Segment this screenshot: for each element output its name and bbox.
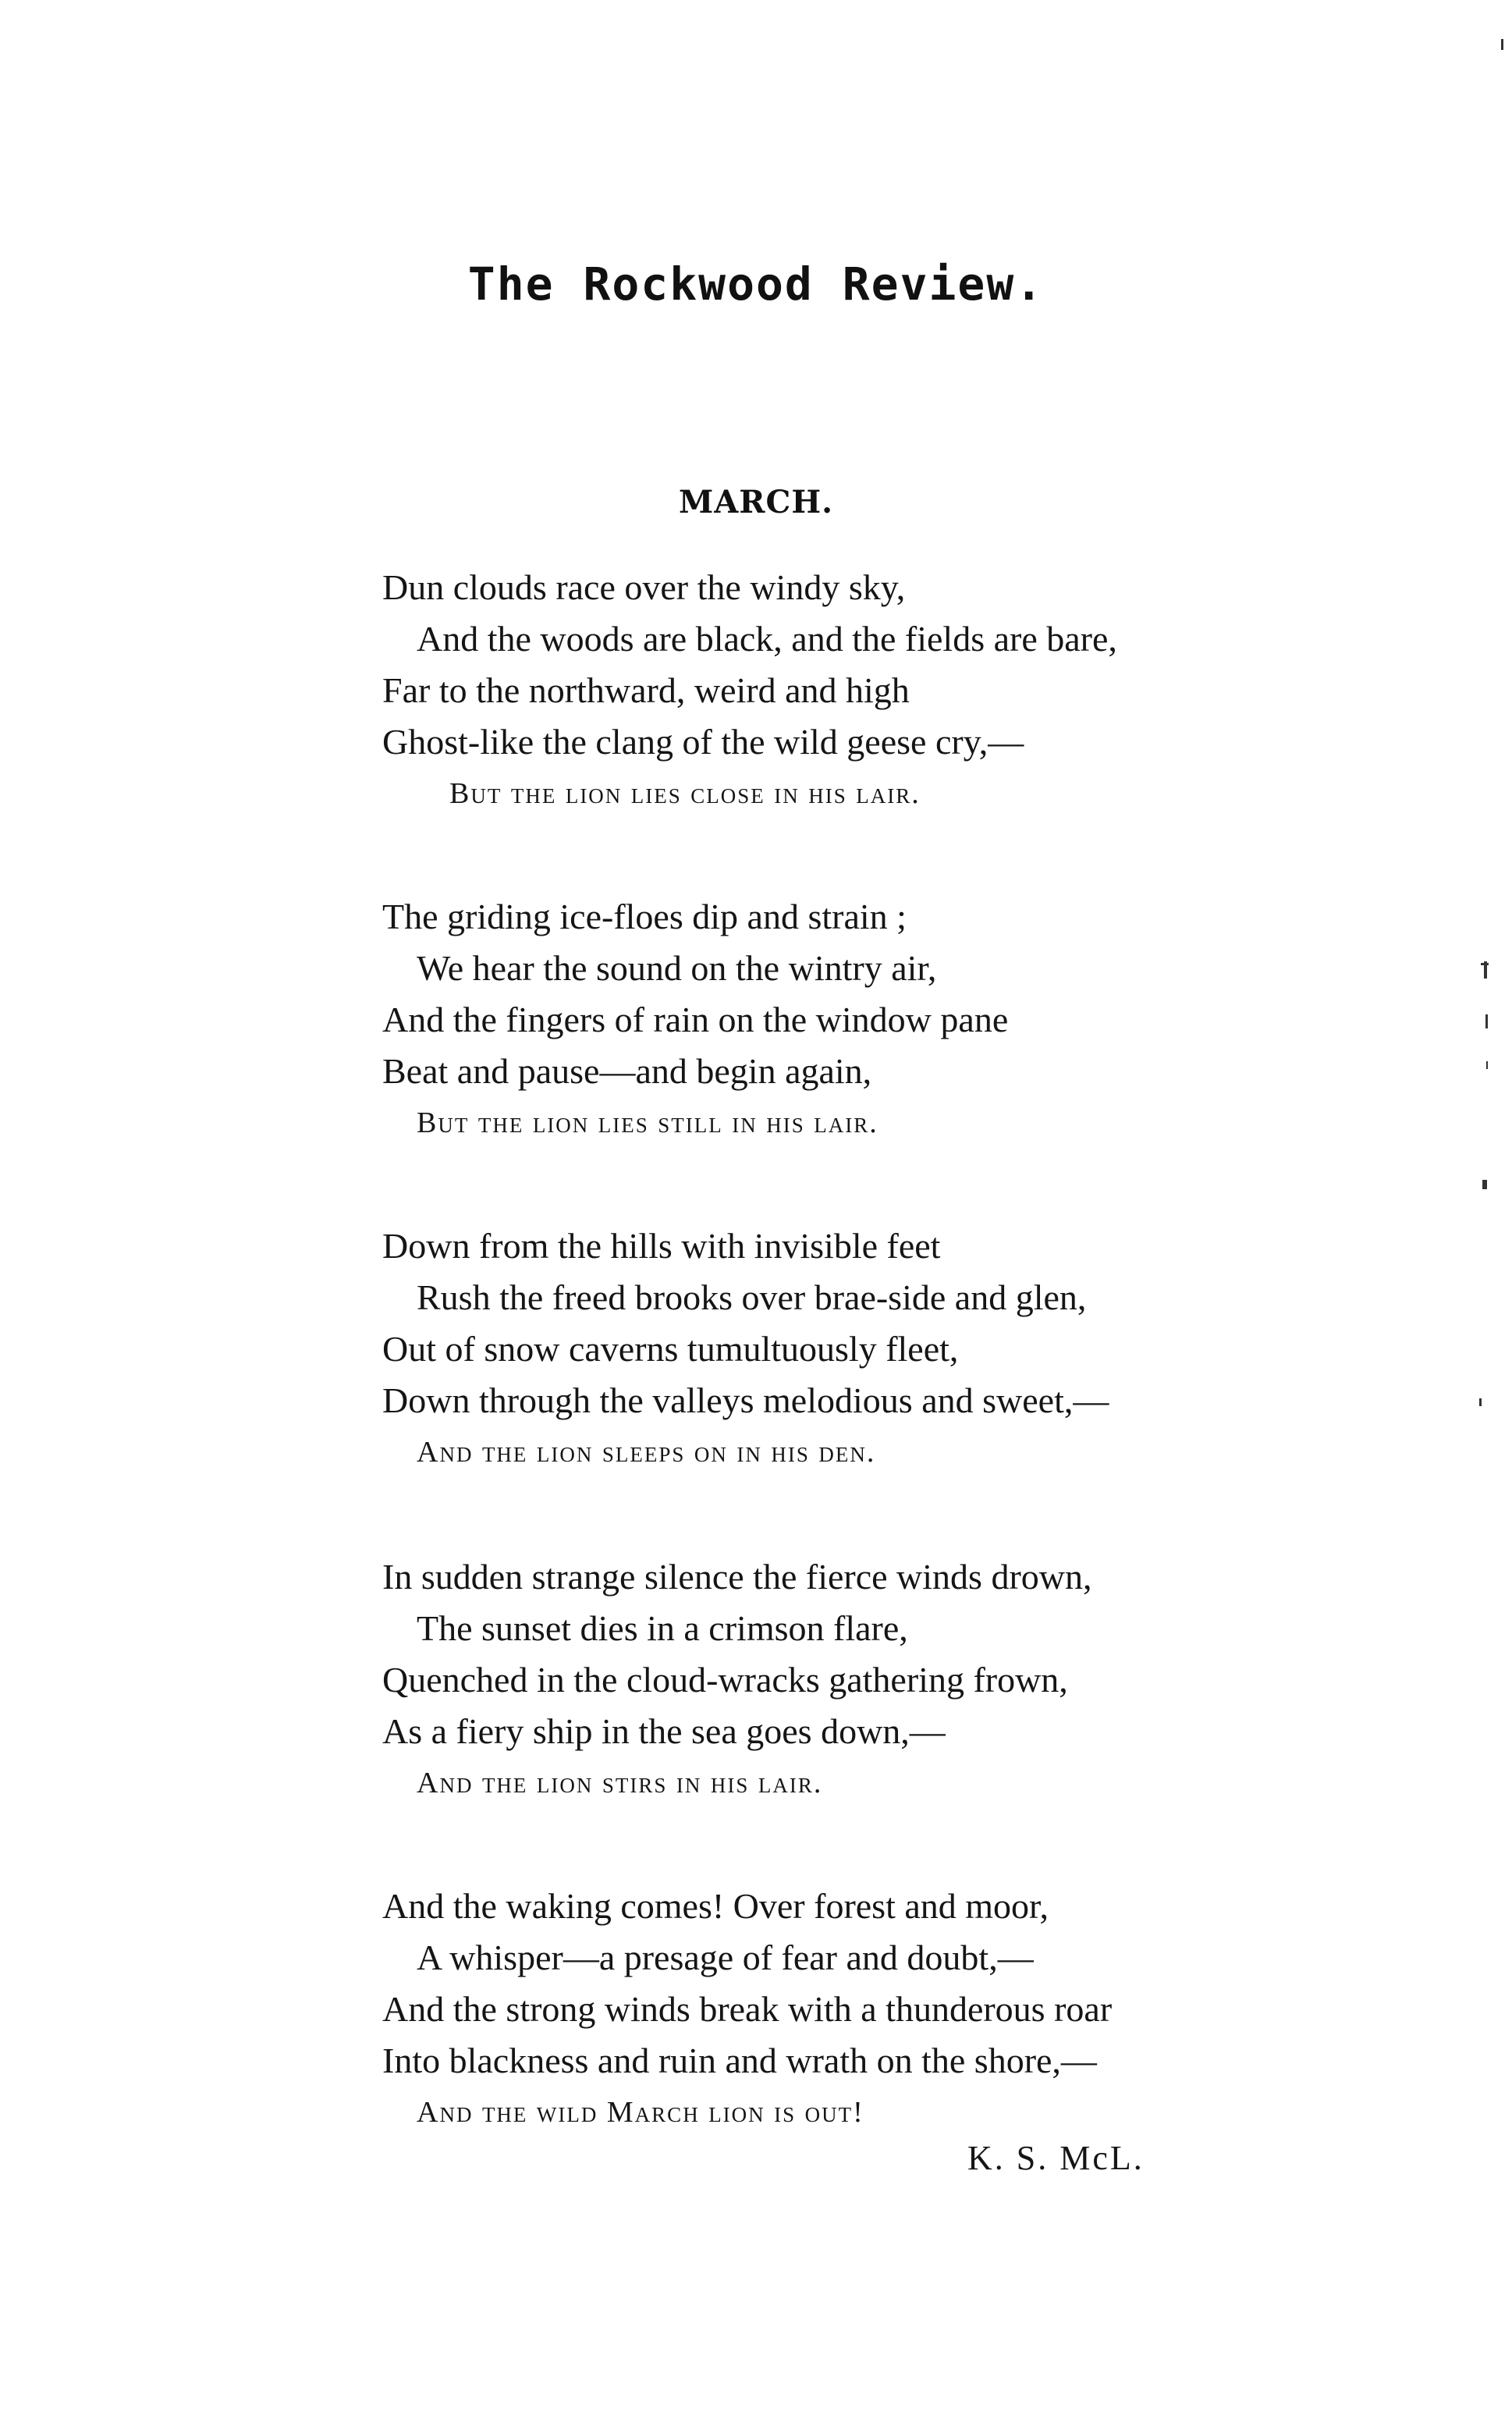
stanza-5	[382, 1881, 1287, 2138]
refrain-line: And the wild March lion is out!	[417, 2096, 864, 2129]
refrain-line: And the lion stirs in his lair.	[417, 1767, 823, 1799]
verse-line: And the woods are black, and the fields are bare,	[417, 619, 1117, 659]
verse-line: Dun clouds race over the windy sky,	[382, 567, 906, 607]
verse-line: Down from the hills with invisible feet	[382, 1226, 941, 1266]
verse-line: A whisper—a presage of fear and doubt,—	[417, 1938, 1034, 1977]
stanza-4	[382, 1551, 1287, 1809]
verse-line: Into blackness and ruin and wrath on the shore,—	[382, 2041, 1097, 2080]
scan-speck	[1479, 1398, 1482, 1406]
verse-line: And the waking comes! Over forest and moor,	[382, 1886, 1049, 1926]
poem-title: MARCH.	[678, 484, 834, 520]
author-signature: K. S. McL.	[967, 2139, 1145, 2177]
refrain-line: And the lion sleeps on in his den.	[417, 1436, 876, 1469]
verse-line: We hear the sound on the wintry air,	[417, 948, 937, 988]
verse-line: And the strong winds break with a thunderous roar	[382, 1989, 1113, 2029]
scan-speck	[1482, 1180, 1487, 1189]
verse-line: Down through the valleys melodious and sweet,—	[382, 1380, 1109, 1420]
verse-line: And the fingers of rain on the window pane	[382, 1000, 1009, 1039]
stanza-1	[382, 562, 1287, 819]
scan-speck	[1481, 963, 1489, 965]
refrain-line: But the lion lies close in his lair.	[449, 777, 921, 810]
scan-speck	[1485, 1014, 1488, 1028]
scan-speck	[1501, 39, 1503, 50]
verse-line: As a fiery ship in the sea goes down,—	[382, 1711, 946, 1751]
verse-line: Rush the freed brooks over brae-side and glen,	[417, 1277, 1087, 1317]
verse-line: Quenched in the cloud-wracks gathering frown,	[382, 1660, 1068, 1700]
verse-line: Out of snow caverns tumultuously fleet,	[382, 1329, 959, 1369]
refrain-line: But the lion lies still in his lair.	[417, 1106, 878, 1139]
verse-line: The sunset dies in a crimson flare,	[417, 1608, 908, 1648]
verse-line: Far to the northward, weird and high	[382, 670, 910, 710]
stanza-2	[382, 891, 1287, 1149]
verse-line: Beat and pause—and begin again,	[382, 1051, 872, 1091]
masthead-title: The Rockwood Review.	[467, 258, 1045, 311]
verse-line: The griding ice-floes dip and strain ;	[382, 897, 907, 936]
stanza-3	[382, 1220, 1287, 1478]
scan-speck	[1486, 1061, 1488, 1069]
verse-line: In sudden strange silence the fierce winds drown,	[382, 1557, 1092, 1597]
verse-line: Ghost-like the clang of the wild geese cry,—	[382, 722, 1024, 762]
